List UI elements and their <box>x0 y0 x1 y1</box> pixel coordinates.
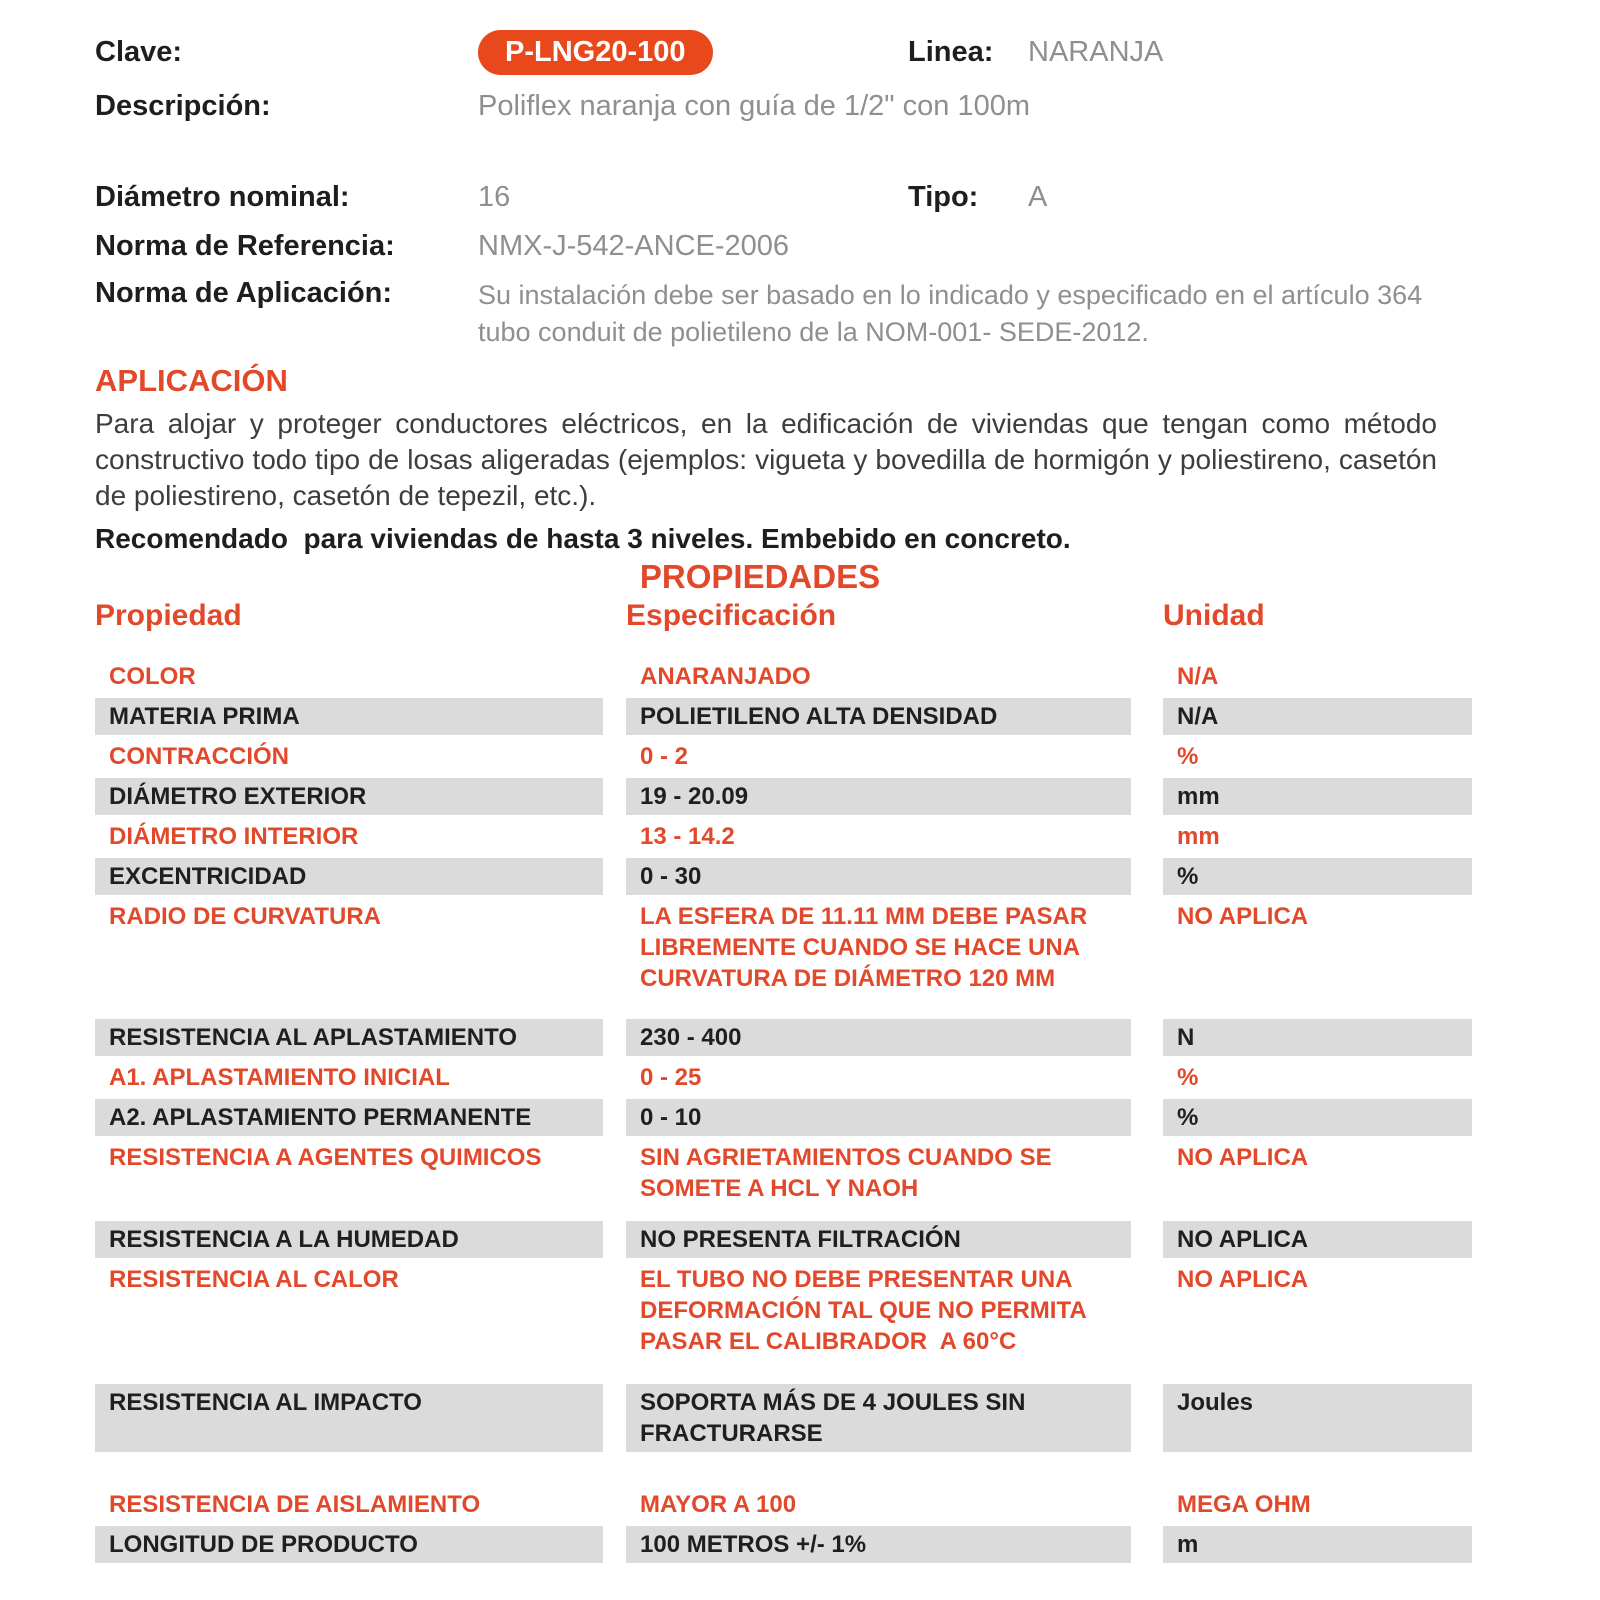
table-section-gap <box>95 1455 1472 1483</box>
table-row <box>95 898 1472 997</box>
table-row <box>95 698 1472 735</box>
norma-aplicacion-label: Norma de Aplicación: <box>95 277 393 309</box>
diametro-nominal-value: 16 <box>478 181 511 213</box>
spec-cell: 0 - 30 <box>626 858 1131 895</box>
aplicacion-paragraph: Para alojar y proteger conductores eléctricos, en la edificación de viviendas que tengan como método constructivo todo tipo de losas aligeradas (ejemplos: vigueta y bovedilla de hormigón y poliestireno, casetón de poliestireno, casetón de tepezil, etc.). <box>95 408 1437 511</box>
unit-cell: % <box>1163 1099 1472 1136</box>
spec-cell: 13 - 14.2 <box>640 823 735 850</box>
spec-cell: 230 - 400 <box>626 1019 1131 1056</box>
table-row <box>95 1059 1472 1096</box>
property-cell: A1. APLASTAMIENTO INICIAL <box>109 1064 450 1091</box>
aplicacion-heading: APLICACIÓN <box>95 363 288 398</box>
table-row <box>95 1384 1472 1452</box>
tipo-value: A <box>1028 181 1048 213</box>
unit-cell: % <box>1163 858 1472 895</box>
spec-cell: 19 - 20.09 <box>626 778 1131 815</box>
property-cell: RESISTENCIA DE AISLAMIENTO <box>109 1491 481 1518</box>
norma-aplicacion-value: Su instalación debe ser basado en lo indicado y especificado en el artículo 364 tubo conduit de polietileno de la NOM-001- SEDE-2012. <box>478 280 1423 347</box>
norma-referencia-row <box>95 230 1600 263</box>
spec-cell: SOPORTA MÁS DE 4 JOULES SIN FRACTURARSE <box>626 1384 1131 1452</box>
unit-cell: mm <box>1177 823 1220 850</box>
table-row <box>95 1139 1472 1207</box>
unit-cell: mm <box>1163 778 1472 815</box>
table-row <box>95 738 1472 775</box>
spec-cell: 0 - 2 <box>640 743 689 770</box>
property-cell: RESISTENCIA A AGENTES QUIMICOS <box>109 1144 542 1171</box>
spec-cell: LA ESFERA DE 11.11 MM DEBE PASAR LIBREMENTE CUANDO SE HACE UNA CURVATURA DE DIÁMETRO 120 MM <box>640 903 1094 992</box>
table-row <box>95 1261 1472 1360</box>
property-cell: DIÁMETRO INTERIOR <box>109 823 359 850</box>
unit-cell: Joules <box>1163 1384 1472 1452</box>
unit-cell: % <box>1177 1064 1199 1091</box>
unit-cell: MEGA OHM <box>1177 1491 1311 1518</box>
spec-cell: EL TUBO NO DEBE PRESENTAR UNA DEFORMACIÓN TAL QUE NO PERMITA PASAR EL CALIBRADOR A 60°C <box>640 1266 1093 1355</box>
property-cell: RESISTENCIA AL CALOR <box>109 1266 399 1293</box>
property-cell: RADIO DE CURVATURA <box>109 903 382 930</box>
table-row <box>95 778 1472 815</box>
diametro-row <box>95 181 1600 214</box>
descripcion-row <box>95 90 1600 123</box>
unit-cell: % <box>1177 743 1199 770</box>
unit-cell: NO APLICA <box>1177 903 1309 930</box>
spec-cell: SIN AGRIETAMIENTOS CUANDO SE SOMETE A HCL Y NAOH <box>640 1144 1059 1202</box>
spec-cell: NO PRESENTA FILTRACIÓN <box>626 1221 1131 1258</box>
descripcion-label: Descripción: <box>95 90 271 122</box>
propiedades-heading: PROPIEDADES <box>639 558 881 595</box>
tipo-label: Tipo: <box>908 181 979 213</box>
property-cell: RESISTENCIA A LA HUMEDAD <box>95 1221 603 1258</box>
table-section-gap <box>95 1000 1472 1016</box>
unit-cell: N/A <box>1163 698 1472 735</box>
clave-value-cell <box>478 30 908 75</box>
property-cell: RESISTENCIA AL APLASTAMIENTO <box>95 1019 603 1056</box>
property-cell: RESISTENCIA AL IMPACTO <box>95 1384 603 1452</box>
norma-aplicacion-row <box>95 277 1600 351</box>
spec-cell: MAYOR A 100 <box>640 1491 797 1518</box>
unit-cell: NO APLICA <box>1177 1144 1309 1171</box>
table-row <box>95 818 1472 855</box>
column-header-propiedad: Propiedad <box>95 599 242 632</box>
spec-cell: ANARANJADO <box>640 663 811 690</box>
table-column-headers <box>95 599 1600 633</box>
table-section-gap <box>95 1363 1472 1381</box>
unit-cell: m <box>1163 1526 1472 1563</box>
linea-value: NARANJA <box>1028 36 1164 68</box>
table-section-gap <box>95 1210 1472 1218</box>
recommendation-text: Recomendado para viviendas de hasta 3 niveles. Embebido en concreto. <box>95 523 1071 554</box>
spec-cell: 0 - 25 <box>640 1064 702 1091</box>
unit-cell: N <box>1163 1019 1472 1056</box>
descripcion-value: Poliflex naranja con guía de 1/2" con 100m <box>478 90 1030 122</box>
spec-cell: 0 - 10 <box>626 1099 1131 1136</box>
table-row <box>95 858 1472 895</box>
property-cell: COLOR <box>109 663 196 690</box>
property-cell: A2. APLASTAMIENTO PERMANENTE <box>95 1099 603 1136</box>
unit-cell: NO APLICA <box>1163 1221 1472 1258</box>
table-row <box>95 1099 1472 1136</box>
property-cell: MATERIA PRIMA <box>95 698 603 735</box>
table-row <box>95 1486 1472 1523</box>
clave-row <box>95 30 1600 75</box>
column-header-unidad: Unidad <box>1163 599 1265 632</box>
spec-cell: 100 METROS +/- 1% <box>626 1526 1131 1563</box>
norma-referencia-value: NMX-J-542-ANCE-2006 <box>478 230 790 262</box>
spec-cell: POLIETILENO ALTA DENSIDAD <box>626 698 1131 735</box>
property-cell: EXCENTRICIDAD <box>95 858 603 895</box>
clave-badge: P-LNG20-100 <box>478 30 713 75</box>
clave-label: Clave: <box>95 36 183 68</box>
table-row <box>95 1221 1472 1258</box>
column-header-especificacion: Especificación <box>626 599 837 632</box>
property-cell: DIÁMETRO EXTERIOR <box>95 778 603 815</box>
table-row <box>95 658 1472 695</box>
diametro-nominal-label: Diámetro nominal: <box>95 181 350 213</box>
linea-label: Linea: <box>908 36 994 68</box>
table-row <box>95 1019 1472 1056</box>
property-cell: LONGITUD DE PRODUCTO <box>95 1526 603 1563</box>
unit-cell: N/A <box>1177 663 1219 690</box>
table-row <box>95 1526 1472 1563</box>
property-cell: CONTRACCIÓN <box>109 743 289 770</box>
properties-table <box>95 658 1472 1563</box>
unit-cell: NO APLICA <box>1177 1266 1309 1293</box>
norma-referencia-label: Norma de Referencia: <box>95 230 395 262</box>
